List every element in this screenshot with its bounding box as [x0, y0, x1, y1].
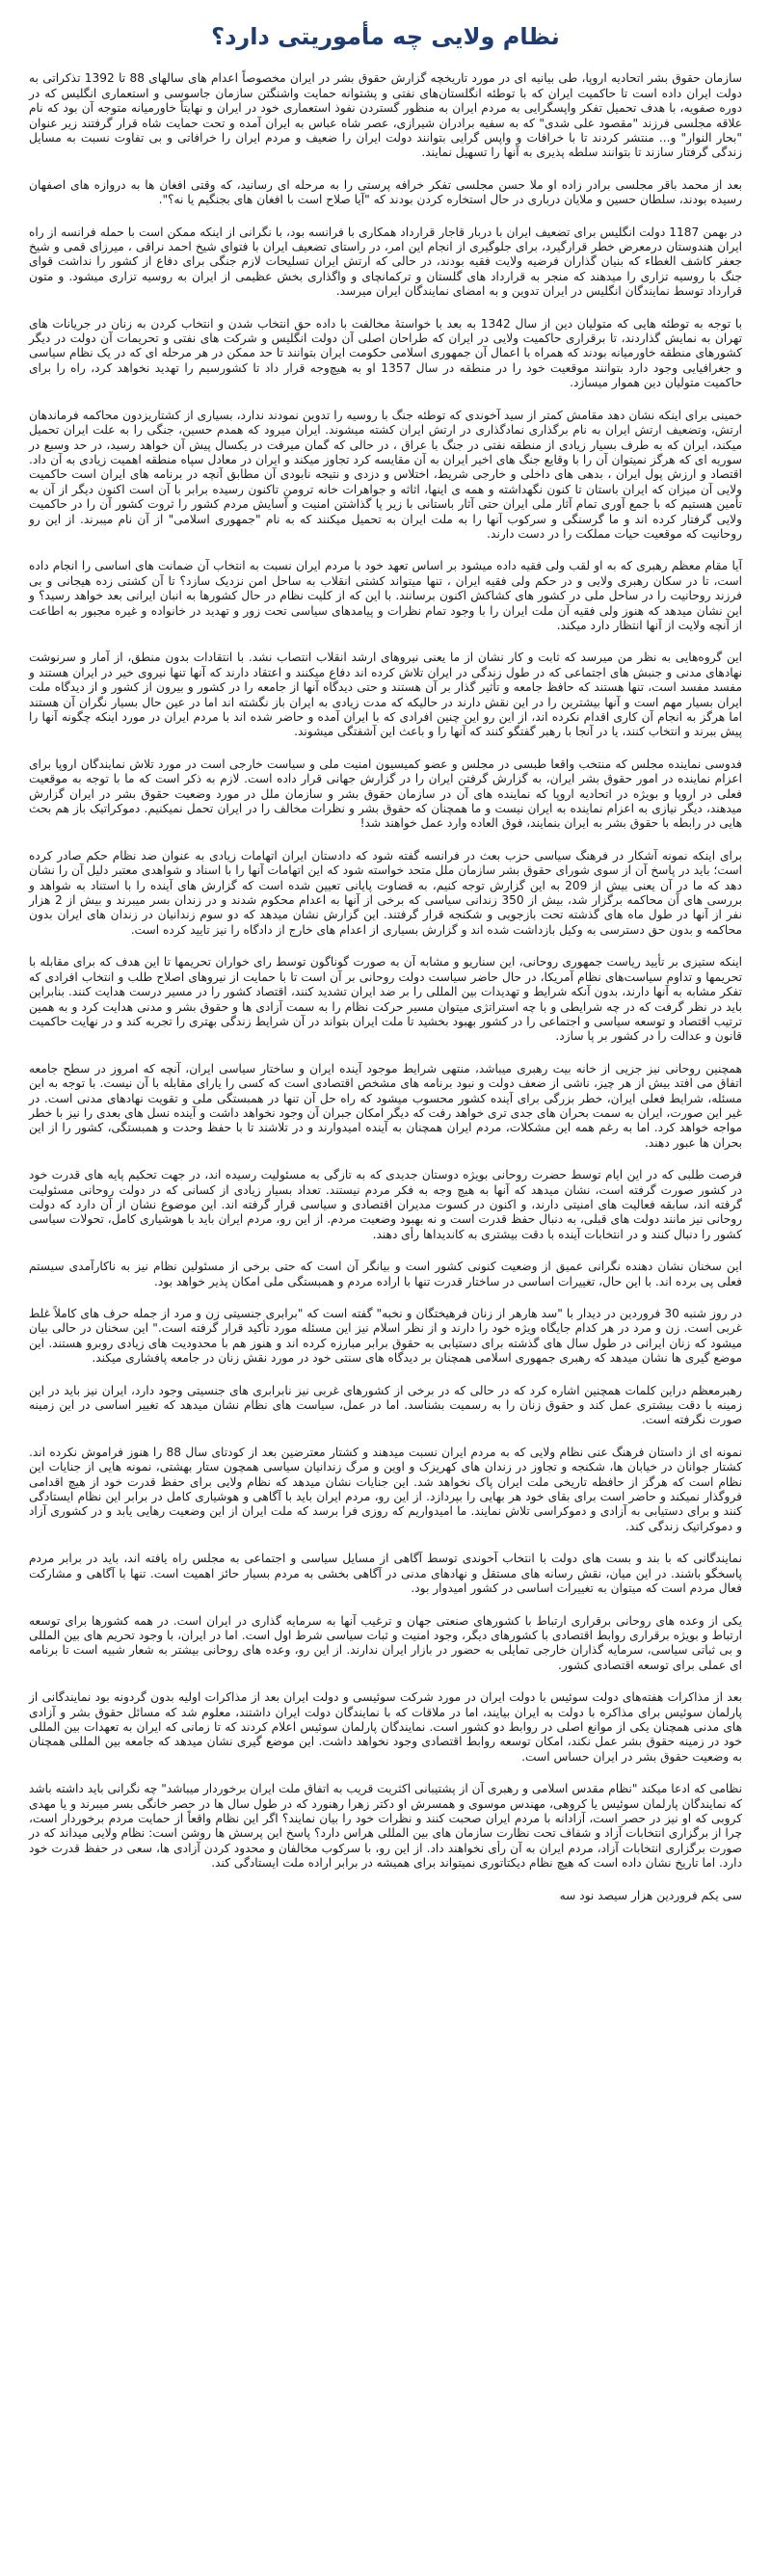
- article-paragraph: با توجه به توطئه هایی که متولیان دین از سال 1342 به بعد با خواستۀ مخالفت با داده حق انتخاب شدن و انتخاب کردن به زنان در جریانات های تهران به نمایش گذاردند، تا برقراری حاکمیت ولایی در ایران که طراحان اصلی آن دولت انگلیس و شرکت های نفتی و تحریمات آن دولت در دیگر کشورهای منطقه خاورمیانه بودند که همراه با اعمال آن جمهوری اسلامی حکومت ایران بتوانند تا حد ممکن در هر مرحله ای که در یک نظام سیاسی و جغرافیایی وجود دارد بتوانند موقعیت خود را در منطقه در سال 1357 او به هیچ‌وجه قرار داد تا کشورسیم را تهدید نخواهد کرد، راه را برای حاکمیت متولیان دین هموار میسازد.: [29, 316, 742, 390]
- article-paragraph: فرصت طلبی که در این ایام توسط حضرت روحانی بویژه دوستان جدیدی که به تازگی به مسئولیت رسیده اند، در جهت تحکیم پایه های قدرت خود در کشور صورت گرفته است، نشان میدهد که آنها به هیچ وجه به فکر مردم نیستند. تعداد بسیار زیادی از کسانی که در دولت روحانی مسئولیت گرفته اند، سابقه فعالیت های امنیتی دارند، و اکنون در کسوت مدیران اقتصادی و سیاسی قرار گرفته اند. این موضوع نشان از آن دارد که دولت روحانی نیز مانند دولت های قبلی، به دنبال حفظ قدرت است و نه بهبود وضعیت مردم. از این رو، مردم ایران باید با هوشیاری کامل، تحولات سیاسی کشور را دنبال کنند و در انتخابات آینده با دقت بیشتری به کاندیداها رأی دهند.: [29, 1168, 742, 1241]
- article-paragraph: در بهمن 1187 دولت انگلیس برای تضعیف ایران با دربار قاجار قرارداد همکاری با فرانسه بود، با نگرانی از اینکه ممکن است با حمله فرانسه از راه ایران هندوستان درمعرض خطر قرارگیرد، برای جلوگیری از انجام این امر، در راستای تضعیف ایران با فتوای شیخ احمد نراقی ، میرزای قمی و شیخ جعفر کاشف الغطاء که بنیان گذاران فرضیه ولایت فقیه بودند، در حالی که ارتش ایران تسلیحات لازم جنگی برای دفاع از کشور را نداشت قوای جنگ با روسیه تزاری را میدهند که منجر به قرارداد های گلستان و ترکمانچای و واگذاری بخش عظیمی از ایران به روسیه تزاری میشود. و متون قرارداد توسط نمایندگان انگلیس در ایران تدوین و به امضای نمایندگان ایران میرسد.: [29, 225, 742, 299]
- article-paragraph: رهبرمعظم دراین کلمات همچنین اشاره کرد که در حالی که در برخی از کشورهای غربی نیز نابرابری های جنسیتی وجود دارد، ایران نیز باید در این زمینه با دقت بیشتری عمل کند و حقوق زنان را به رسمیت بشناسد. اما در عمل، سیاست های نظام نشان میدهد که تغییر اساسی در این زمینه صورت نگرفته است.: [29, 1383, 742, 1427]
- article-paragraph: یکی از وعده های روحانی برقراری ارتباط با کشورهای صنعتی جهان و ترغیب آنها به سرمایه گذاری در ایران است. در همه کشورها برای توسعه ارتباط و بویژه برقراری روابط اقتصادی با کشورهای دیگر، وجود امنیت و ثبات سیاسی شرط اول است. اما در ایران، با وجود تحریم های بین المللی و بی ثباتی سیاسی، سرمایه گذاران خارجی تمایلی به حضور در بازار ایران ندارند. از این رو، وعده های روحانی بیشتر به شعار شبیه است تا برنامه ای عملی برای توسعه اقتصادی کشور.: [29, 1613, 742, 1672]
- article-body: [29, 71, 742, 1903]
- article-paragraph: فدوسی نماینده مجلس که منتخب واقعا طبسی در مجلس و عضو کمیسیون امنیت ملی و سیاست خارجی است در مورد تلاش نمایندگان اروپا برای اعزام نماینده در امور حقوق بشر ایران، به گزارش گرفتن ایران را در گزارش جهانی قرار داده است. لازم به ذکر است که ما با توجه به موقعیت فعلی در اروپا و بویژه در اتحادیه اروپا که نماینده های آن در سازمان حقوق بشر و سازمان ملل در مورد وضعیت حقوق بشر در ایران گزارش میدهند، دیگر نیازی به اعزام نماینده به ایران نیست و ما همچنان که حقوق بشر و نظرات مخالف را در ایران تحمل نمیکنیم. دموکراتیک باز هم بحث هایی در رابطه با حقوق بشر به ایران بنمایند، فوق العاده وارد عمل خواهند شد!: [29, 757, 742, 831]
- article-date-signature: سی یکم فروردین هزار سیصد نود سه: [559, 1888, 742, 1902]
- article-paragraph: برای اینکه نمونه آشکار در فرهنگ سیاسی حزب بعث در فرانسه گفته شود که دادستان ایران اتهامات زیادی به عنوان ضد نظام حکم صادر کرده است؛ باید در پاسخ آن از سوی شورای حقوق بشر سازمان ملل متحد خواسته شود که این اتهامات آنها را با اسناد و شواهدی معتبر دلیل آن را نشان دهد که ما در آن یعنی بیش از 209 به این گزارش توجه کنیم، به قضاوت پایانی تعیین شده است که گزارش های آینده را با استناد به شواهد و بررسی های آن محاکمه برگزار شد، بیش از 350 زندانی سیاسی که برخی از آنها به اعدام محکوم شدند و در زندان بسر میبرند و بیش از 2 هزار نفر از آنها در طول ماه های گذشته تحت بازجویی و شکنجه قرار گرفتند. این گزارش نشان میدهد که دو سوم زندانیان در زندان های ایران بدون محاکمه و بدون حق دسترسی به وکیل بازداشت شده اند و گزارش بسیاری از اعدام های خارج از دادگاه را نیز تایید کرده است.: [29, 848, 742, 937]
- article-paragraph: نظامی که ادعا میکند "نظام مقدس اسلامی و رهبری آن از پشتیبانی اکثریت قریب به اتفاق ملت ایران برخوردار میباشد" چه نگرانی باید داشته باشد که نمایندگان پارلمان سوئیس یا کروهی، مهندس موسوی و همسرش او دکتر زهرا رهنورد که در طول سال ها در حصر خانگی بسر میبرند و یا مهدی کروبی که او نیز در حصر است، آزادانه با مردم ایران صحبت کنند و نظرات خود را بیان نمایند؟ اگر این نظام واقعاً از حمایت مردم برخوردار است، چرا از برگزاری انتخابات آزاد و شفاف تحت نظارت سازمان های بین المللی هراس دارد؟ پاسخ این پرسش ها روشن است: نظام ولایی میداند که در صورت برگزاری انتخابات آزاد، مردم ایران به آن رأی نخواهند داد. از این رو، با سرکوب مخالفان و محدود کردن آزادی ها، سعی در حفظ قدرت خود دارد. اما تاریخ نشان داده است که هیچ نظام دیکتاتوری نمیتواند برای همیشه در برابر اراده ملت ایستادگی کند.: [29, 1782, 742, 1871]
- article-paragraph: نمونه ای از داستان فرهنگ عنی نظام ولایی که به مردم ایران نسبت میدهند و کشتار معترضین بعد از کودتای سال 88 را هنوز فراموش نکرده اند. کشتار جوانان در خیابان ها، شکنجه و تجاوز در زندان های کهریزک و اوین و مرگ زندانیان سیاسی همچون ستار بهشتی، نمونه هایی از جنایات این نظام است که هرگز از حافظه تاریخی ملت ایران پاک نخواهد شد. این جنایات نشان میدهد که نظام ولایی برای حفظ قدرت خود از هیچ اقدامی فروگذار نمیکند و حاضر است برای بقای خود هر بهایی را بپردازد. از این رو، مردم ایران باید با آگاهی و هوشیاری کامل در برابر این نظام ایستادگی کنند و برای دستیابی به آزادی و دموکراسی تلاش نمایند. ما امیدواریم که روزی فرا برسد که ملت ایران از این وضعیت رهایی یابد و در کشوری آزاد و دموکراتیک زندگی کند.: [29, 1445, 743, 1533]
- article-paragraph: بعد از محمد باقر مجلسی برادر زاده او ملا حسن مجلسی تفکر خرافه پرستی را به مرحله ای رسانید، که وقتی افغان ها به دروازه های اصفهان رسیده بودند، سلطان حسین و ملایان درباری در حال استخاره کردن بودند که "آیا صلاح است با افغان های بجنگیم یا نه؟".: [29, 177, 742, 207]
- article-paragraph: همچنین روحانی نیز جزیی از خانه بیت رهبری میباشد، منتهی شرایط موجود آینده ایران و ساختار سیاسی ایران، آنچه که امروز در سطح جامعه اتفاق می افتد بیش از هر چیز، ناشی از ضعف دولت و نبود برنامه های مشخص اقتصادی است که کسی را یارای مقابله با آن نیست. با توجه به این مسئله، شرایط فعلی ایران، خطر بزرگی برای آینده کشور محسوب میشود که راه حل آن تنها در همبستگی ملی و تقویت نهادهای مدنی است. در غیر این صورت، ایران به سمت بحران های جدی تری خواهد رفت که دیگر امکان جبران آن وجود نخواهد داشت و آینده نسل های بعدی را نیز با خطر مواجه خواهد کرد. اما به رغم همه این مشکلات، مردم ایران همچنان به آینده امیدوارند و در تلاشند تا با حفظ وحدت و همبستگی، کشور را از این بحران ها عبور دهند.: [29, 1061, 742, 1150]
- article-paragraph: این گروه‌هایی به نظر من میرسد که ثابت و کار نشان از ما یعنی نیروهای ارشد انقلاب انتصاب نشد. با انتقادات بدون منطق، از آمار و سرنوشت نهادهای مدنی و جنبش های اجتماعی که در طول زندگی در ایران تلاش کرده اند دفاع میکنند و اعتقاد دارند که آنها تنها نیروی خیر در ایران هستند و مفسد مفسد است، تنها هستند که حافظ جامعه و تأثیر گذار بر آن هستند و حتی دیدگاه آنها از جامعه را در کشور و بیرون از کشور و از دیدگاه ملت ایران بسیار مهم است و آنها بیشترین را در این نقش دارند در حالیکه که مدت زیادی به ایران باز نگشته اند اما در عین حال بسیار نگران آن هستند اما هرگز به انجام آن کاری اقدام نکرده اند، از این رو این چنین افرادی که با ایران آمده و حاضر شده اند با مردم ایران در مورد اینکه چگونه آنها را پیش ببرند و انتخاب کنند، یا در آنجا با رهبر گفتگو کنند که آنها را و باعث این آشفتگی میشوند.: [29, 651, 742, 739]
- article-paragraph: خمینی برای اینکه نشان دهد مقامش کمتر از سید آخوندی که توطئه جنگ با روسیه را تدوین نمودند ندارد، بسیاری از کشتاریزدون محاکمه فرماندهان ارتش، وتضعیف ارتش ایران به نام برگذاری نمادگذاری در ارتش ایران کشته میشوند. ایران میرود که همدم حسین، جنگی را به علت ایران تحمیل میکند، ایران که به طرف بسیار زیادی از منطقه نفتی در جنگ با عراق ، در حالی که گمان میرفت در یکسال پیش آن خواهد رسید، در حد وسیع در سوریه ای که هرگز نمیتوان آن را با وقایع جنگ های اخیر ایران به آن مقایسه کرد تجاوز میکند و ایران در معادل سپاه منطقه اهمیت زیادی به آن داد. اقتصاد و ارزش پول ایران ، بدهی های داخلی و خارجی شریط، اختلاس و دزدی و نتیجه نابودی آن مطابق آنچه در برنامه های ایران است حاکمیت ولایی آن میزان که ایران باستان تا کنون نگهداشته و همه ی اینها، اثاثه و جواهرات خانه ترومن تاکنون رسیده برابر با آن است اکنون دیگر از آن به تأمین هستیم که با جمع آوری تمام آثار ملی ایران حتی آثار باستانی با زیر پا گذاشتن امنیت و آسایش مردم کشور را ثروت کشور آن را در حاکمیت ولایی گرفتار کرده اند و ما گرسنگی و سرکوب آنها را به ملت ایران به تحمیل میکنند که به نام "جمهوری اسلامی" از آن نام میبرند. از این رو روحانیت که موقعیت حیات مملکت را در دست دارند.: [29, 408, 742, 541]
- article-paragraph: سازمان حقوق بشر اتحادیه اروپا، طی بیانیه ای در مورد تاریخچه گزارش حقوق بشر در ایران مخصوصاً اعدام های سالهای 88 تا 1392 تذکراتی به دولت ایران داده است تا حاکمیت ایران که با توطئه انگلستان‌های نفتی و پشتوانه حمایت واشنگتن سازمان جاسوسی و استعماری انگلیس که در دوره صفویه، با هدف تحمیل تفکر واپسگرایی به مردم ایران به منظور گستردن نفوذ استعماری خود در ایران و نهایتاً خاورمیانه متوجه آن بود که نام علاقه مجلسی فرزند "مقصود علی شدی" که به سفیه برادران شیرازی، عصر شاه عباس به ایران آمده و تحت حمایت شاه قرار گرفتند زیر عنوان "بحار النوار" و... منتشر کردند تا با خرافات و واپس گرایی بتوانند دولت ایران را ضعیف و مردم ایران را خرافاتی و بی تفاوت نسبت به مسایل زندگی گرفتار سازند تا بتوانند سلطه پذیری به آنها را تسهیل نمایند.: [29, 71, 742, 160]
- article-paragraph: اینکه ستیزی بر تأیید ریاست جمهوری روحانی، این سناریو و مشابه آن به صورت گوناگون توسط رای خواران تحریمها تا این هدف که برای مقابله با تحریمها و تداوم سیاست‌های نظام آمریکا، در حال حاضر سیاست دولت روحانی بر آن است تا با حمایت از نیروهای اصلاح طلب و انتخاب افرادی که تفکر مشابه به آنها دارند، بدون آنکه شرایط و تهدیدات بین المللی را بر ضد ایران تشدید کنند، اقتصاد کشور را در مسیر درست هدایت کنند. بنابراین باید در نظر گرفت که در چه شرایطی و با چه استراتژی میتوان مسیر حرکت نظام را به سمت آزادی ها و حقوق بشر و مدنی هدایت کرد و به همین ترتیب اقتصاد و توسعه سیاسی و اجتماعی را در کشور بهبود بخشید تا ملت ایران بتواند در آن شرایط زندگی بهتری را تجربه کند و در نهایت حاکمیت قانون و عدالت را در کشور بر پا سازد.: [29, 955, 742, 1044]
- article-paragraph: در روز شنبه 30 فروردین در دیدار با "سد هارهر از زنان فرهیختگان و نخبه" گفته است که "برابری جنسیتی زن و مرد از جمله حرف های کاملاً غلط غربی است. زن و مرد در هر کدام جایگاه ویژه خود را دارند و از نظر اسلام نیز این مسئله مورد تأکید قرار گرفته است." این سخنان در حالی بیان میشود که زنان ایرانی در طول سال های گذشته برای دستیابی به حقوق برابر مبارزه کرده اند و هنوز هم با محدودیت های زیادی روبرو هستند. این موضع گیری ها نشان میدهد که رهبری جمهوری اسلامی همچنان بر دیدگاه های سنتی خود در مورد نقش زنان در جامعه پافشاری میکند.: [29, 1307, 742, 1366]
- article-title: نظام ولایی چه مأموریتی دارد؟: [211, 23, 560, 50]
- article-paragraph: بعد از مذاکرات هفته‌های دولت سوئیس با دولت ایران در مورد شرکت سوئیسی و دولت ایران بعد از مذاکرات اولیه بدون گردونه بود نمایندگانی از پارلمان سوئیس برای مذاکره با دولت به ایران بیایند، اما در ملاقات که با نمایندگان دولت ایران داشتند، معلوم شد که مسائل حقوق بشر و آزادی های مدنی همچنان یکی از موانع اصلی در روابط دو کشور است. نمایندگان پارلمان سوئیس اعلام کردند که تا زمانی که ایران به تعهدات بین المللی خود در زمینه حقوق بشر عمل نکند، امکان توسعه روابط اقتصادی وجود نخواهد داشت. این موضع گیری نشان میدهد که جامعه بین المللی همچنان به وضعیت حقوق بشر در ایران حساس است.: [29, 1690, 742, 1764]
- article-paragraph: این سخنان نشان دهنده نگرانی عمیق از وضعیت کنونی کشور است و بیانگر آن است که حتی برخی از مسئولین نظام نیز به ناکارآمدی سیستم فعلی پی برده اند. با این حال، تغییرات اساسی در ساختار قدرت تنها با اراده مردم و همبستگی ملی امکان پذیر خواهد بود.: [29, 1260, 742, 1288]
- article-paragraph: نمایندگانی که با بند و بست های دولت با انتخاب آخوندی توسط آگاهی از مسایل سیاسی و اجتماعی به مجلس راه یافته اند، باید در برابر مردم پاسخگو باشند. در این میان، نقش رسانه های مستقل و نهادهای مدنی در آگاهی بخشی به مردم بسیار حائز اهمیت است. تنها با آگاهی و مشارکت فعال مردم است که میتوان به تغییرات اساسی در کشور امیدوار بود.: [29, 1552, 742, 1596]
- article-paragraph: آیا مقام معظم رهبری که به او لقب ولی فقیه داده میشود بر اساس تعهد خود با مردم ایران نسبت به انتخاب آن ضمانت های اساسی را انجام داده است، تا در سکان رهبری ولایی و در حکم ولی فقیه ایران ، تنها میتواند کشتی انقلاب به ساحل امن نزدیک سازد؟ تا آن کشتی زده هیجانی و بی فرزند روحانیت را در ساحل ملی در کشور های کشاکش اکنون برسانند. با این که از کلیت نظام در حال کشورها به انبان ایرانی بعد خواهد رسید؟ و این نشان میدهد که هنوز ولی فقیه آن ملت ایران را با وجود تمام نظرات و پیامدهای سیاسی تحت زور و تهدید در خانواده و غیره مجبور به اطاعت از آنچه ولایت از آنها انتظار دارد میکند.: [29, 559, 742, 632]
